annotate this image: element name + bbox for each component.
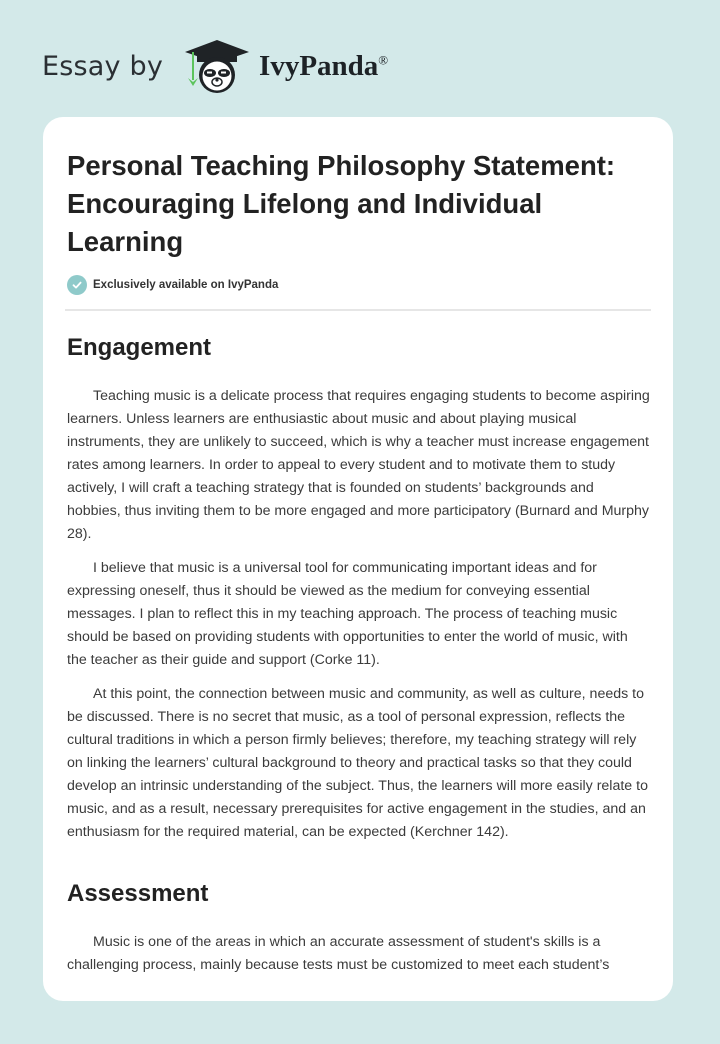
section-heading-engagement: Engagement [67, 334, 212, 361]
section-heading-assessment: Assessment [67, 880, 209, 907]
brand-name-text: IvyPanda [259, 49, 379, 82]
exclusive-badge-text: Exclusively available on IvyPanda [93, 279, 279, 291]
brand-prefix: Essay by [42, 50, 164, 82]
brand-header [42, 38, 388, 94]
exclusive-badge [67, 275, 278, 295]
registered-mark: ® [378, 51, 389, 67]
essay-card [43, 117, 673, 1001]
divider [65, 309, 651, 311]
paragraph: At this point, the connection between music and community, as well as culture, needs to be discussed. There is no secret that music, as a tool of personal expression, reflects the cultural traditions in which a person firmly believes; therefore, my teaching strategy will rely on linking the learners’ cultural background to theory and practical tasks so that they could develop an intrinsic understanding of the subject. Thus, the learners will more easily relate to music, and as a result, necessary prerequisites for active engagement in the studies, and an enthusiasm for the required material, can be expected (Kerchner 142). [67, 686, 648, 840]
paragraph: Music is one of the areas in which an accurate assessment of student's skills is a challenging process, mainly because tests must be customized to meet each student’s [67, 934, 610, 973]
check-circle-icon [67, 275, 87, 295]
essay-title: Personal Teaching Philosophy Statement: Encouraging Lifelong and Individual Learning [67, 150, 616, 257]
paragraph: I believe that music is a universal tool for communicating important ideas and for expressing oneself, thus it should be viewed as the medium for conveying essential messages. I plan to reflect this in my teaching approach. The process of teaching music should be based on providing students with opportunities to enter the world of music, with the teacher as their guide and support (Corke 11). [67, 560, 628, 668]
paragraph: Teaching music is a delicate process that requires engaging students to become aspiring learners. Unless learners are enthusiastic about music and about playing musical instruments, they are unlikely to succeed, which is why a teacher must increase engagement rates among learners. In order to appeal to every student and to motivate them to study actively, I will craft a teaching strategy that is founded on students’ backgrounds and hobbies, thus inviting them to be more engaged and more participatory (Burnard and Murphy 28). [67, 388, 650, 542]
brand-name [259, 50, 388, 83]
panda-graduation-cap-icon [177, 36, 253, 96]
